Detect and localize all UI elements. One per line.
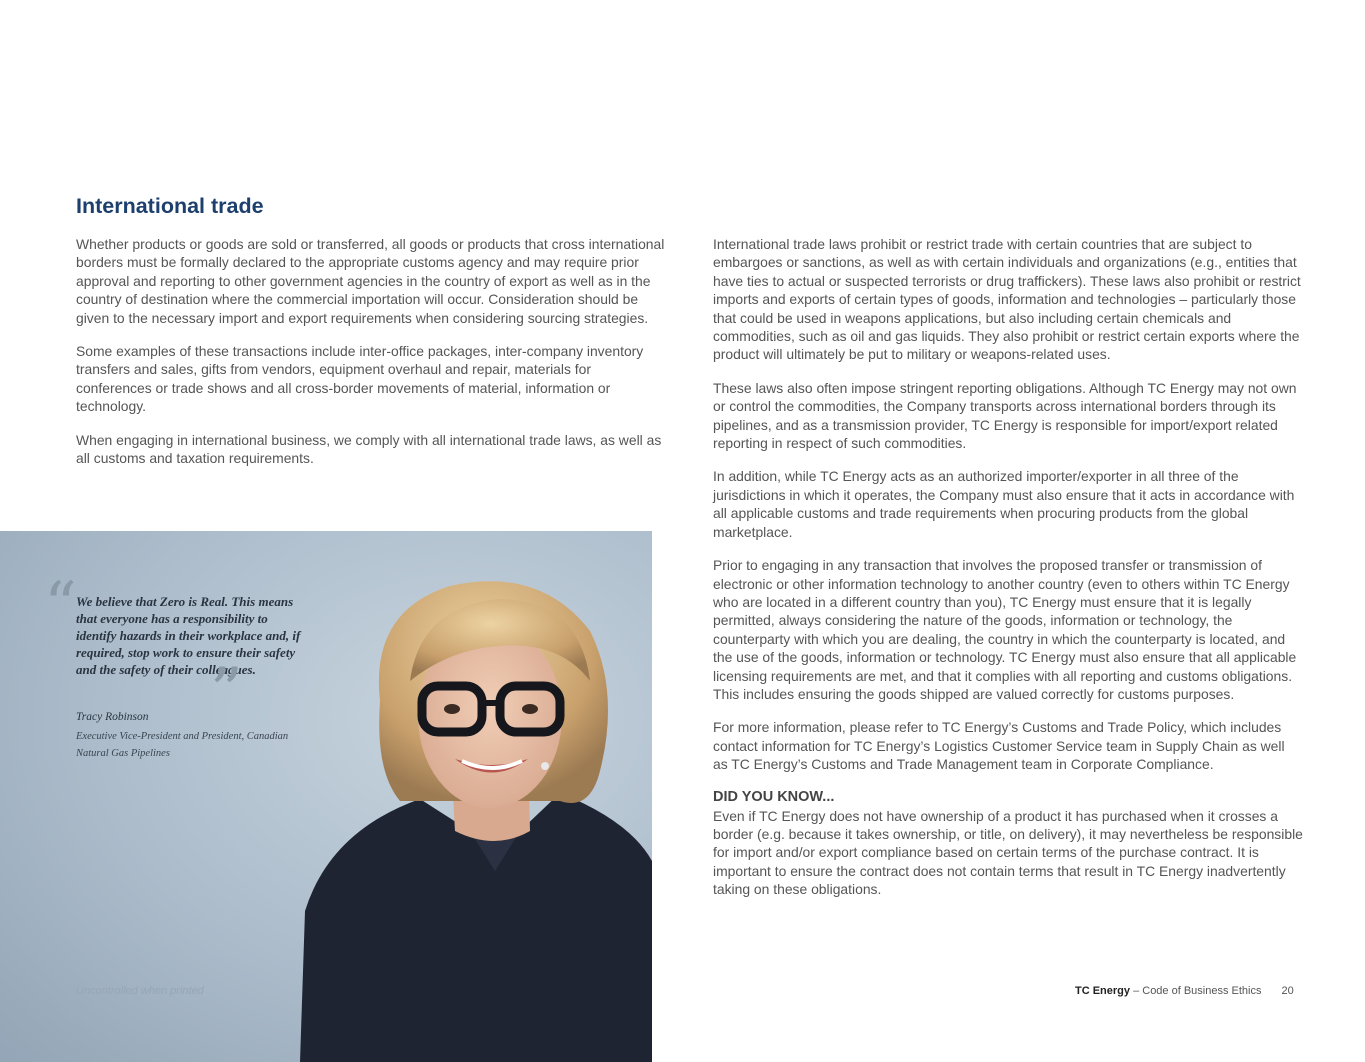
- open-quote-icon: “: [44, 569, 77, 643]
- footer-brand: TC Energy: [1075, 985, 1131, 997]
- quote-author-name: Tracy Robinson: [76, 711, 149, 723]
- close-quote-icon: ”: [210, 655, 243, 729]
- body-paragraph: When engaging in international business, we comply with all international trade laws, as well as all customs and taxation requirements.: [76, 431, 662, 467]
- quote-author-title: Executive Vice-President and President, Canadian Natural Gas Pipelines: [76, 731, 289, 759]
- right-column: [713, 235, 1303, 914]
- body-paragraph: In addition, while TC Energy acts as an authorized importer/exporter in all three of the jurisdictions in which it operates, the Company must also ensure that it acts in accordance with all applicable customs and trade requirements when procuring products from the global marketplace.: [713, 468, 1295, 540]
- page-footer: [1075, 985, 1294, 997]
- body-paragraph: Some examples of these transactions include inter-office packages, inter-company inventory transfers and sales, gifts from vendors, equipment overhaul and repair, materials for conferences or trade shows and all cross-border movements of material, information or technology.: [76, 343, 644, 415]
- page-title: International trade: [76, 194, 264, 218]
- page-number: 20: [1281, 985, 1294, 997]
- left-column: [76, 235, 666, 482]
- body-paragraph: Whether products or goods are sold or transferred, all goods or products that cross international borders must be formally declared to the appropriate customs agency and may require prior approval and reporting to other government agencies in the country of export as well as in the country of destination where the commercial importation will occur. Consideration should be given to the necessary import and export requirements when considering sourcing strategies.: [76, 236, 665, 326]
- body-paragraph: Prior to engaging in any transaction that involves the proposed transfer or transmission of electronic or other information technology to another country (even to others within TC Energy who are located in a different country than you), TC Energy must ensure that it is legally permitted, always considering the nature of the goods, information or technology, the counterparty with which you are dealing, the country in which the counterparty is located, and the use of the goods, information or technology. TC Energy must also ensure that all applicable licensing requirements are met, and that it complies with all reporting and customs obligations. This includes ensuring the goods shipped are valued correctly for customs purposes.: [713, 557, 1297, 702]
- did-you-know-heading: DID YOU KNOW...: [713, 788, 835, 805]
- pull-quote: We believe that Zero is Real. This means that everyone has a responsibility to identify hazards in their workplace and, if required, stop work to ensure their safety and the safety of their colleagues.: [76, 594, 301, 677]
- body-paragraph: International trade laws prohibit or restrict trade with certain countries that are subject to embargoes or sanctions, as well as with certain individuals and organizations (e.g., entities that have ties to actual or suspected terrorists or drug traffickers). These laws also prohibit or restrict imports and exports of certain types of goods, information and technologies – particularly those that could be used in weapons applications, but also including certain chemicals and commodities, such as oil and gas liquids. They also prohibit or restrict certain exports where the product will ultimately be put to military or weapons-related uses.: [713, 236, 1301, 363]
- uncontrolled-notice: Uncontrolled when printed: [76, 985, 204, 997]
- body-paragraph: For more information, please refer to TC Energy’s Customs and Trade Policy, which includes contact information for TC Energy’s Logistics Customer Service team in Supply Chain as well as TC Energy’s Customs and Trade Management team in Corporate Compliance.: [713, 719, 1285, 773]
- body-paragraph: These laws also often impose stringent reporting obligations. Although TC Energy may not own or control the commodities, the Company transports across international borders through its pipelines, and as a transmission provider, TC Energy is responsible for import/export related reporting in respect of such commodities.: [713, 379, 1297, 452]
- footer-doc-title: – Code of Business Ethics: [1130, 985, 1262, 997]
- did-you-know-text: Even if TC Energy does not have ownership of a product it has purchased when it crosses a border (e.g. because it takes ownership, or title, on delivery), it may nevertheless be responsible for import and/or export compliance based on certain terms of the purchase contract. It is important to ensure the contract does not contain terms that result in TC Energy inadvertently taking on these obligations.: [713, 807, 1303, 898]
